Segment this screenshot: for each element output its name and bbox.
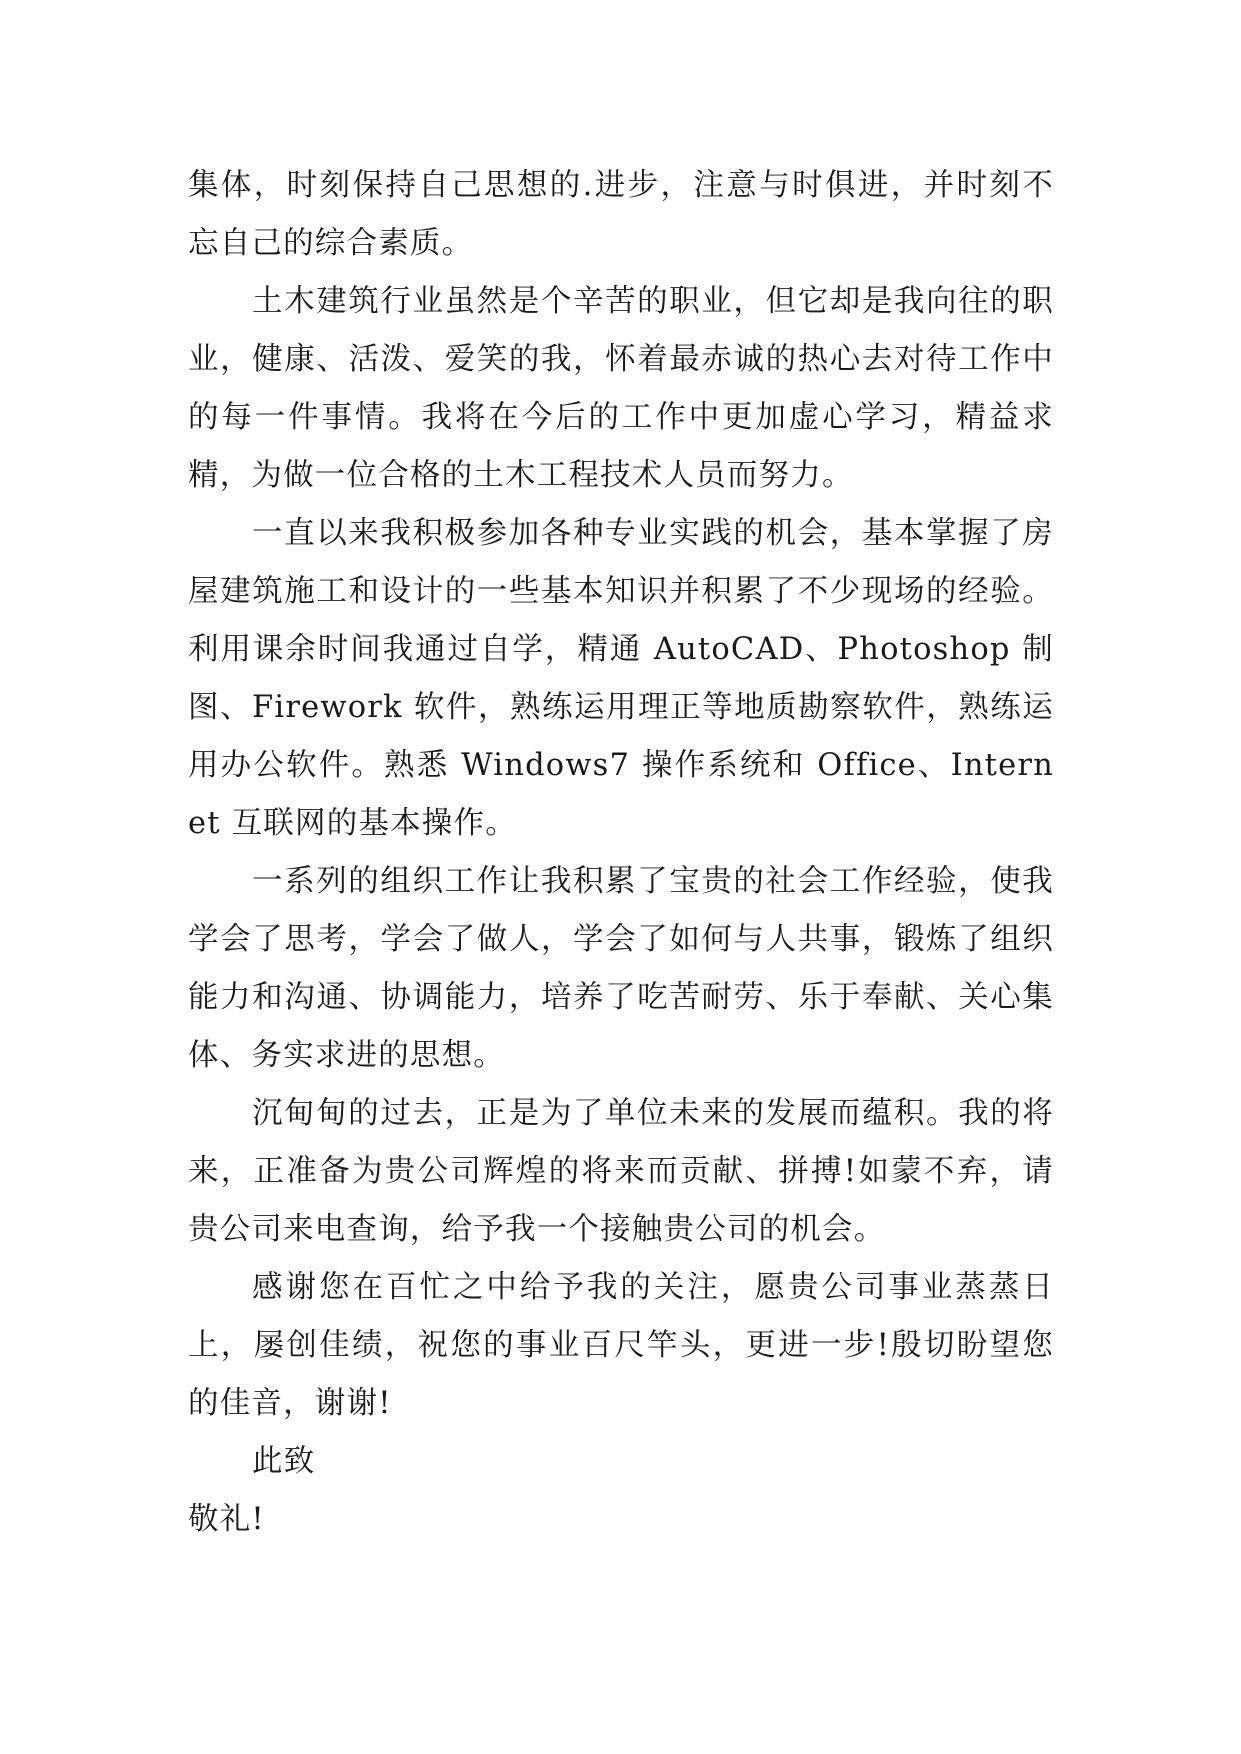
paragraph-4: 一系列的组织工作让我积累了宝贵的社会工作经验，使我学会了思考，学会了做人，学会了如何与人共事，锻炼了组织能力和沟通、协调能力，培养了吃苦耐劳、乐于奉献、关心集体、务实求进的思想。 [188, 864, 1054, 1073]
paragraph-1: 集体，时刻保持自己思想的.进步，注意与时俱进，并时刻不忘自己的综合素质。 [188, 168, 1054, 261]
closing-regards: 敬礼! [188, 1502, 265, 1537]
letter-body [188, 157, 1054, 1549]
paragraph-3: 一直以来我积极参加各种专业实践的机会，基本掌握了房屋建筑施工和设计的一些基本知识并积累了不少现场的经验。利用课余时间我通过自学，精通 AutoCAD、Photoshop 制图、Firework 软件，熟练运用理正等地质勘察软件，熟练运用办公软件。熟悉 Windows7 操作系统和 Office、Internet 互联网的基本操作。 [188, 516, 1054, 841]
paragraph-6: 感谢您在百忙之中给予我的关注，愿贵公司事业蒸蒸日上，屡创佳绩，祝您的事业百尺竿头，更进一步!殷切盼望您的佳音，谢谢! [188, 1270, 1054, 1421]
paragraph-5: 沉甸甸的过去，正是为了单位未来的发展而蕴积。我的将来，正准备为贵公司辉煌的将来而贡献、拼搏!如蒙不弃，请贵公司来电查询，给予我一个接触贵公司的机会。 [188, 1096, 1054, 1247]
closing-salutation: 此致 [252, 1444, 316, 1479]
paragraph-2: 土木建筑行业虽然是个辛苦的职业，但它却是我向往的职业，健康、活泼、爱笑的我，怀着最赤诚的热心去对待工作中的每一件事情。我将在今后的工作中更加虚心学习，精益求精，为做一位合格的土木工程技术人员而努力。 [188, 284, 1054, 493]
